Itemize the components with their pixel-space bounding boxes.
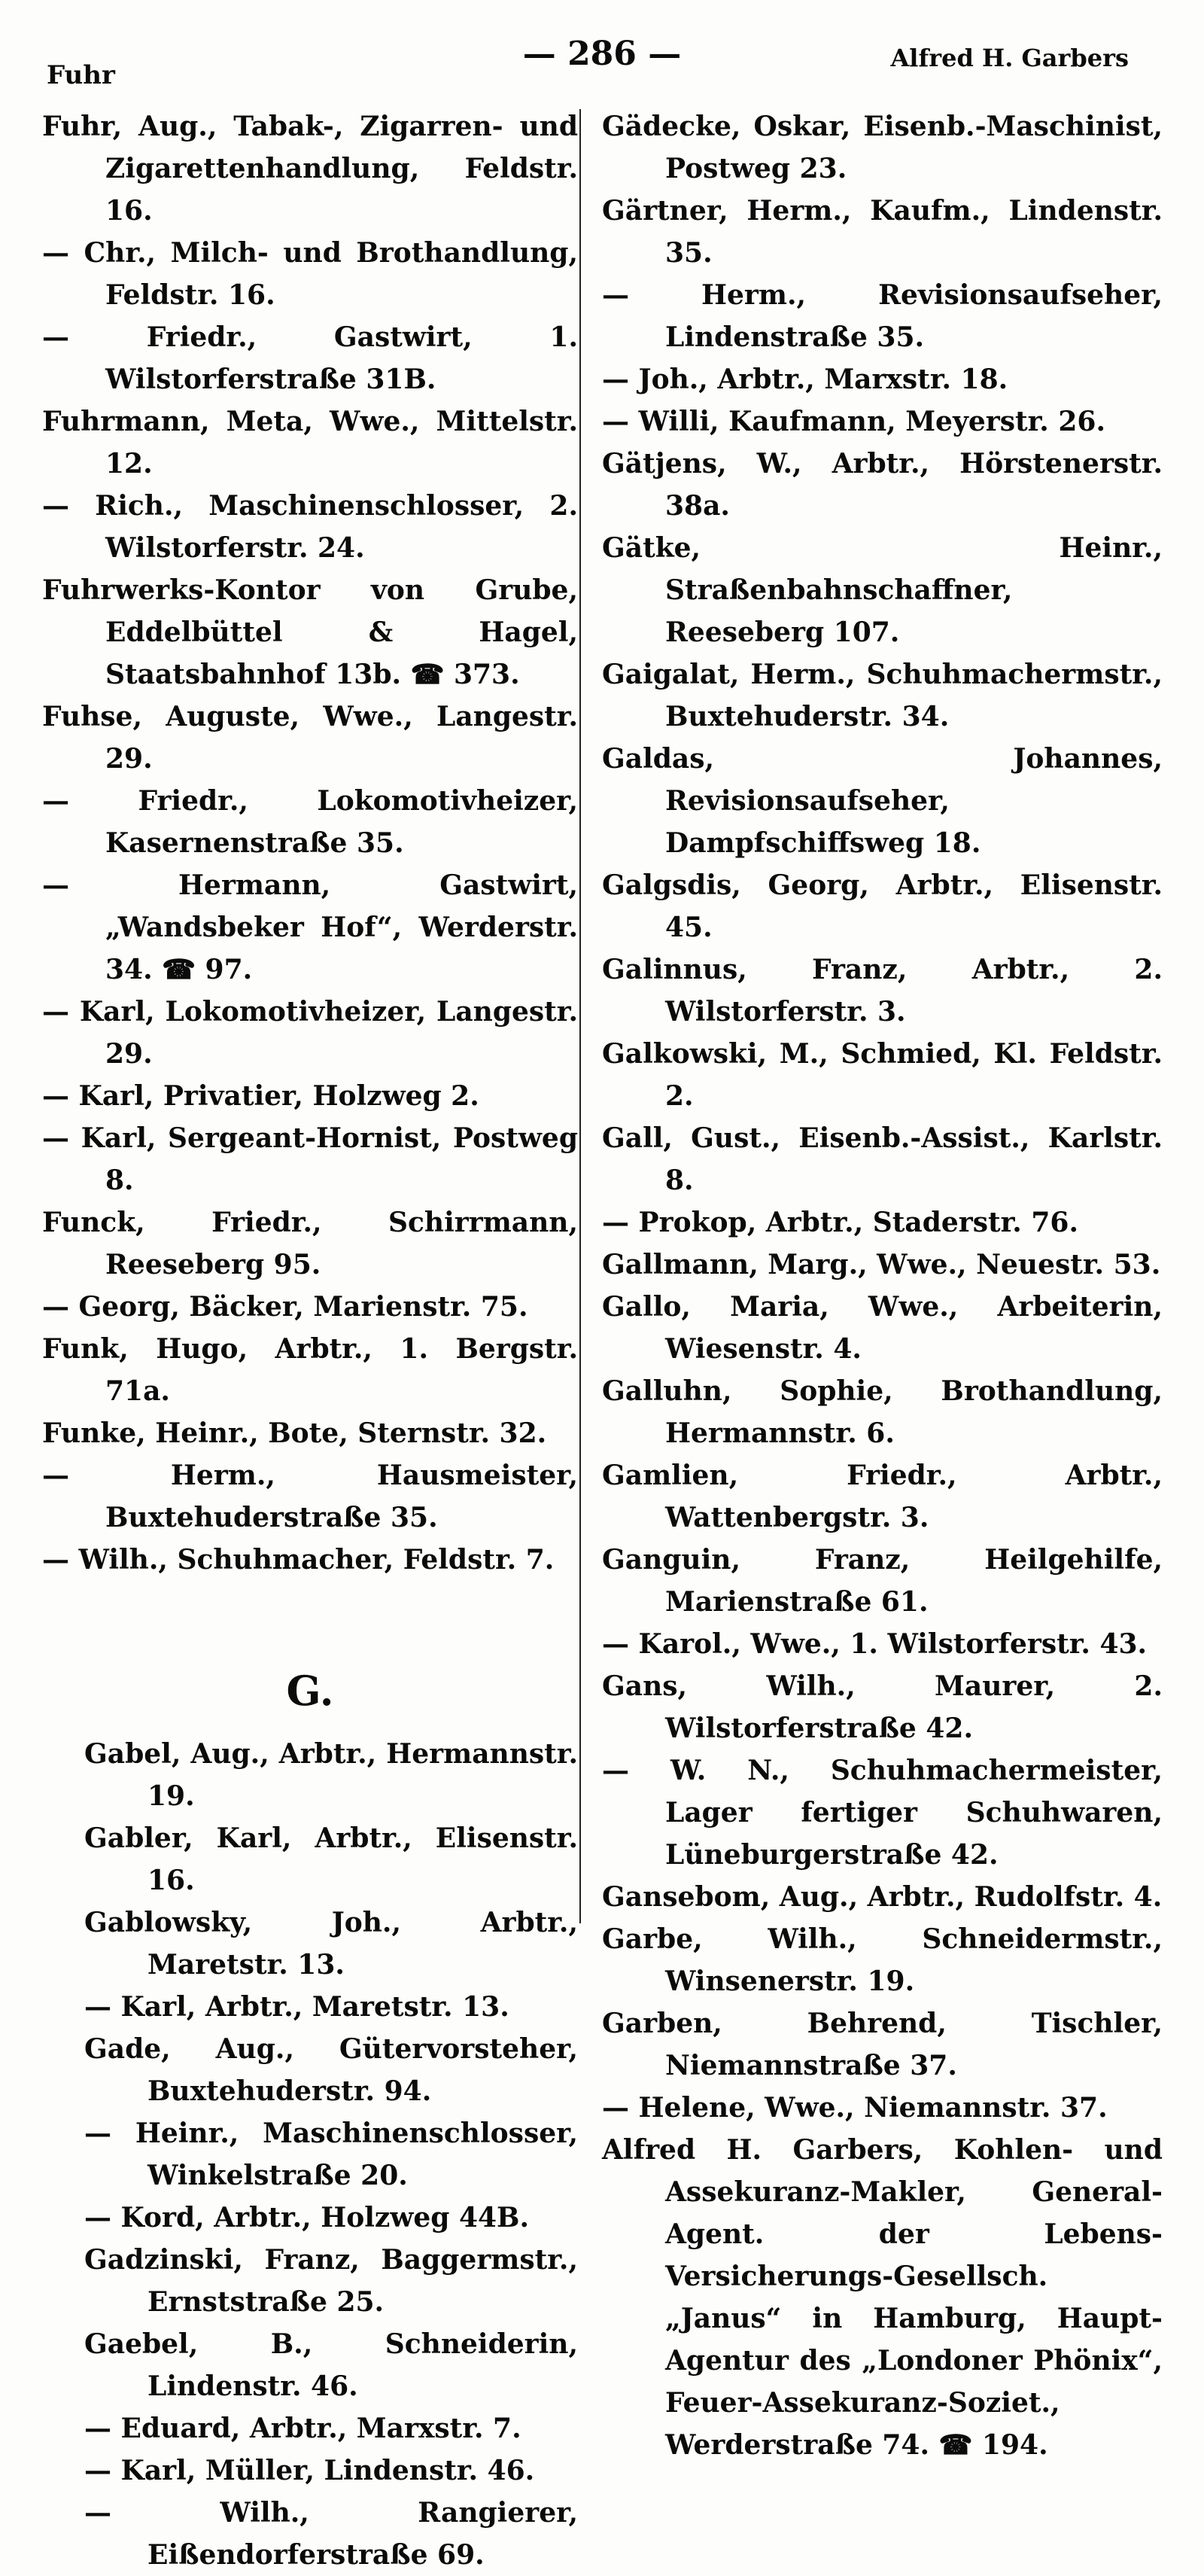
directory-entry: Funk, Hugo, Arbtr., 1. Bergstr. 71a. [42, 1333, 578, 1407]
right-column [602, 105, 1163, 2466]
directory-entry: Fuhr, Aug., Tabak-, Zigarren- und Zigarettenhandlung, Feldstr. 16. [42, 111, 578, 227]
directory-entry: — Georg, Bäcker, Marienstr. 75. [42, 1291, 528, 1323]
directory-entry: Garben, Behrend, Tischler, Niemannstraße 37. [602, 2008, 1163, 2081]
directory-entry: — Prokop, Arbtr., Staderstr. 76. [602, 1207, 1078, 1238]
directory-entry: — Wilh., Rangierer, Eißendorferstraße 69. [84, 2497, 578, 2571]
directory-entry: Galluhn, Sophie, Brothandlung, Hermannstr. 6. [602, 1375, 1163, 1449]
entries-g-continued [602, 105, 1163, 2466]
directory-entry: — Karl, Sergeant-Hornist, Postweg 8. [42, 1122, 578, 1196]
directory-entry: Gaigalat, Herm., Schuhmachermstr., Buxtehuderstr. 34. [602, 659, 1163, 732]
directory-entry: Galgsdis, Georg, Arbtr., Elisenstr. 45. [602, 869, 1163, 943]
entries-f [42, 105, 578, 1581]
directory-entry: Fuhrwerks-Kontor von Grube, Eddelbüttel & Hagel, Staatsbahnhof 13b. ☎ 373. [42, 574, 578, 690]
directory-entry: Gätke, Heinr., Straßenbahnschaffner, Reeseberg 107. [602, 532, 1163, 648]
directory-entry: Gärtner, Herm., Kaufm., Lindenstr. 35. [602, 195, 1163, 269]
directory-entry: Funke, Heinr., Bote, Sternstr. 32. [42, 1417, 547, 1449]
directory-entry: Gabel, Aug., Arbtr., Hermannstr. 19. [84, 1738, 578, 1812]
directory-entry: — Hermann, Gastwirt, „Wandsbeker Hof“, Werderstr. 34. ☎ 97. [42, 869, 578, 985]
directory-entry: — Rich., Maschinenschlosser, 2. Wilstorferstr. 24. [42, 490, 578, 564]
running-head: Fuhr [47, 60, 115, 90]
directory-entry: — Friedr., Lokomotivheizer, Kasernenstraße 35. [42, 785, 578, 859]
left-column [42, 105, 578, 2576]
directory-entry: Fuhrmann, Meta, Wwe., Mittelstr. 12. [42, 406, 578, 480]
directory-entry: — Karl, Arbtr., Maretstr. 13. [84, 1991, 509, 2023]
directory-entry: — Herm., Revisionsaufseher, Lindenstraße 35. [602, 279, 1163, 353]
directory-entry: — Herm., Hausmeister, Buxtehuderstraße 35. [42, 1460, 578, 1533]
directory-entry: Gade, Aug., Gütervorsteher, Buxtehuderstr. 94. [84, 2033, 578, 2107]
directory-entry: — Wilh., Schuhmacher, Feldstr. 7. [42, 1544, 555, 1576]
directory-entry: Gallmann, Marg., Wwe., Neuestr. 53. [602, 1249, 1161, 1280]
directory-entry: — Helene, Wwe., Niemannstr. 37. [602, 2092, 1108, 2124]
directory-entry: — Karl, Privatier, Holzweg 2. [42, 1080, 479, 1112]
directory-entry: — Eduard, Arbtr., Marxstr. 7. [84, 2413, 521, 2444]
directory-entry: Gädecke, Oskar, Eisenb.-Maschinist, Postweg 23. [602, 111, 1163, 184]
directory-entry: Fuhse, Auguste, Wwe., Langestr. 29. [42, 701, 578, 775]
directory-entry: Galdas, Johannes, Revisionsaufseher, Dampfschiffsweg 18. [602, 743, 1163, 859]
directory-entry: — Karl, Müller, Lindenstr. 46. [84, 2455, 535, 2486]
directory-entry: — Joh., Arbtr., Marxstr. 18. [602, 364, 1008, 395]
directory-entry: Garbe, Wilh., Schneidermstr., Winsenerstr. 19. [602, 1923, 1163, 1997]
directory-entry: Gallo, Maria, Wwe., Arbeiterin, Wiesenstr. 4. [602, 1291, 1163, 1365]
directory-entry: Gamlien, Friedr., Arbtr., Wattenbergstr. 3. [602, 1460, 1163, 1533]
directory-entry: Funck, Friedr., Schirrmann, Reeseberg 95. [42, 1207, 578, 1280]
directory-entry: Ganguin, Franz, Heilgehilfe, Marienstraße 61. [602, 1544, 1163, 1618]
directory-entry: — Heinr., Maschinenschlosser, Winkelstraße 20. [84, 2118, 578, 2191]
publisher-name: Alfred H. Garbers [890, 44, 1129, 72]
directory-entry: Gätjens, W., Arbtr., Hörstenerstr. 38a. [602, 448, 1163, 522]
directory-entry: Alfred H. Garbers, Kohlen- und Assekuranz-Makler, General-Agent. der Lebens-Versicherungs-Gesellsch. „Janus“ in Hamburg, Haupt-Agentur des „Londoner Phönix“, Feuer-Assekuranz-Soziet., Werderstraße 74. ☎ 194. [602, 2134, 1163, 2461]
directory-entry: — W. N., Schuhmachermeister, Lager fertiger Schuhwaren, Lüneburgerstraße 42. [602, 1755, 1163, 1871]
directory-entry: Gabler, Karl, Arbtr., Elisenstr. 16. [84, 1822, 578, 1896]
directory-entry: Gadzinski, Franz, Baggermstr., Ernststraße 25. [84, 2244, 578, 2318]
directory-entry: — Willi, Kaufmann, Meyerstr. 26. [602, 406, 1106, 437]
entries-g [42, 1733, 578, 2576]
directory-entry: — Kord, Arbtr., Holzweg 44B. [84, 2202, 530, 2233]
directory-entry: Galinnus, Franz, Arbtr., 2. Wilstorferstr. 3. [602, 954, 1163, 1028]
directory-entry: — Karol., Wwe., 1. Wilstorferstr. 43. [602, 1628, 1148, 1660]
directory-entry: — Chr., Milch- und Brothandlung, Feldstr. 16. [42, 237, 578, 311]
column-divider [579, 109, 581, 1923]
directory-entry: Gablowsky, Joh., Arbtr., Maretstr. 13. [84, 1907, 578, 1981]
directory-entry: Gansebom, Aug., Arbtr., Rudolfstr. 4. [602, 1881, 1163, 1913]
directory-entry: — Karl, Lokomotivheizer, Langestr. 29. [42, 996, 578, 1070]
directory-entry: Galkowski, M., Schmied, Kl. Feldstr. 2. [602, 1038, 1163, 1112]
directory-entry: — Friedr., Gastwirt, 1. Wilstorferstraße 31B. [42, 321, 578, 395]
directory-entry: Gans, Wilh., Maurer, 2. Wilstorferstraße 42. [602, 1670, 1163, 1744]
page-number: — 286 — [522, 35, 682, 73]
directory-entry: Gall, Gust., Eisenb.-Assist., Karlstr. 8. [602, 1122, 1163, 1196]
section-letter: G. [286, 1667, 334, 1715]
directory-entry: Gaebel, B., Schneiderin, Lindenstr. 46. [84, 2328, 578, 2402]
